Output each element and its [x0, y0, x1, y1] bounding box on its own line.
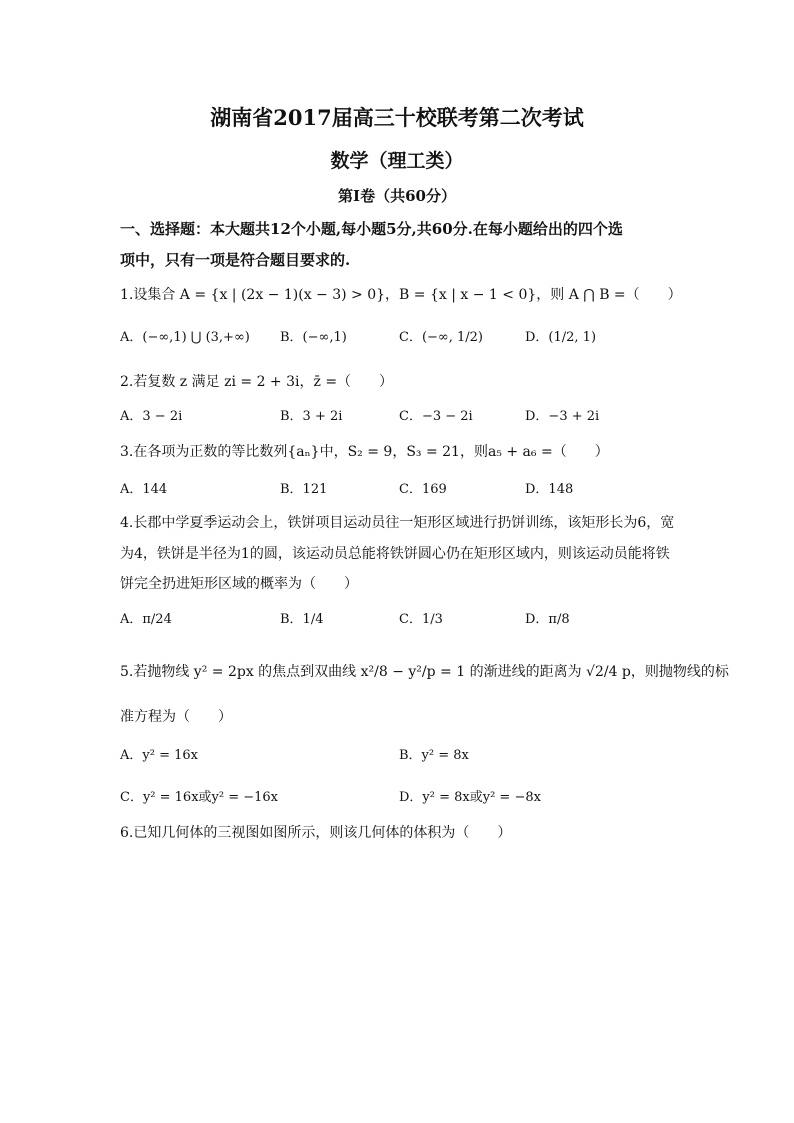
question-2-option-d: D．−3 + 2i	[525, 409, 600, 424]
question-1-option-b: B．(−∞,1)	[280, 330, 347, 345]
question-5-line2: 准方程为（ ）	[120, 709, 232, 725]
question-4-line2: 为4，铁饼是半径为1的圆，该运动员总能将铁饼圆心仍在矩形区域内，则该运动员能将铁	[120, 546, 670, 562]
question-4-option-b: B．1/4	[280, 612, 324, 627]
exam-title: 湖南省2017届高三十校联考第二次考试	[210, 105, 584, 130]
question-3-option-a: A．144	[120, 482, 168, 497]
question-1-option-a: A．(−∞,1) ⋃ (3,+∞)	[120, 330, 250, 345]
subject-title: 数学（理工类）	[330, 150, 464, 172]
question-5-line1: 5.若抛物线 y² = 2px 的焦点到双曲线 x²/8 − y²/p = 1 的渐进线的距离为 √2/4 p，则抛物线的标	[120, 664, 729, 680]
question-3-option-d: D．148	[525, 482, 574, 497]
part-title: 第Ⅰ卷（共60分）	[338, 187, 456, 205]
question-2-option-a: A．3 − 2i	[120, 409, 183, 424]
question-2-option-c: C．−3 − 2i	[399, 409, 473, 424]
question-3-stem: 3.在各项为正数的等比数列{aₙ}中，S₂ = 9，S₃ = 21，则a₅ + a₆ =（ ）	[120, 444, 609, 460]
question-6-stem: 6.已知几何体的三视图如图所示，则该几何体的体积为（ ）	[120, 825, 512, 841]
question-4-option-a: A．π/24	[120, 612, 172, 627]
question-5-option-b: B．y² = 8x	[399, 748, 469, 763]
question-1-stem: 1.设集合 A = {x | (2x − 1)(x − 3) > 0}，B = {x | x − 1 < 0}，则 A ⋂ B =（ ）	[120, 287, 682, 303]
question-4-line3: 饼完全扔进矩形区域的概率为（ ）	[120, 576, 358, 592]
section-instruction-line1: 一、选择题：本大题共12个小题,每小题5分,共60分.在每小题给出的四个选	[120, 220, 623, 238]
question-1-option-c: C．(−∞, 1/2)	[399, 330, 483, 345]
question-4-option-c: C．1/3	[399, 612, 443, 627]
question-4-option-d: D．π/8	[525, 612, 570, 627]
question-2-stem: 2.若复数 z 满足 zi = 2 + 3i，z̄ =（ ）	[120, 374, 394, 390]
question-5-option-a: A．y² = 16x	[120, 748, 198, 763]
section-instruction-line2: 项中，只有一项是符合题目要求的.	[120, 251, 351, 269]
question-3-option-b: B．121	[280, 482, 328, 497]
question-1-option-d: D．(1/2, 1)	[525, 330, 597, 345]
question-5-option-c: C．y² = 16x或y² = −16x	[120, 790, 279, 805]
question-3-option-c: C．169	[399, 482, 447, 497]
question-5-option-d: D．y² = 8x或y² = −8x	[399, 790, 541, 805]
question-2-option-b: B．3 + 2i	[280, 409, 343, 424]
question-4-line1: 4.长郡中学夏季运动会上，铁饼项目运动员往一矩形区域进行扔饼训练，该矩形长为6，宽	[120, 515, 675, 531]
